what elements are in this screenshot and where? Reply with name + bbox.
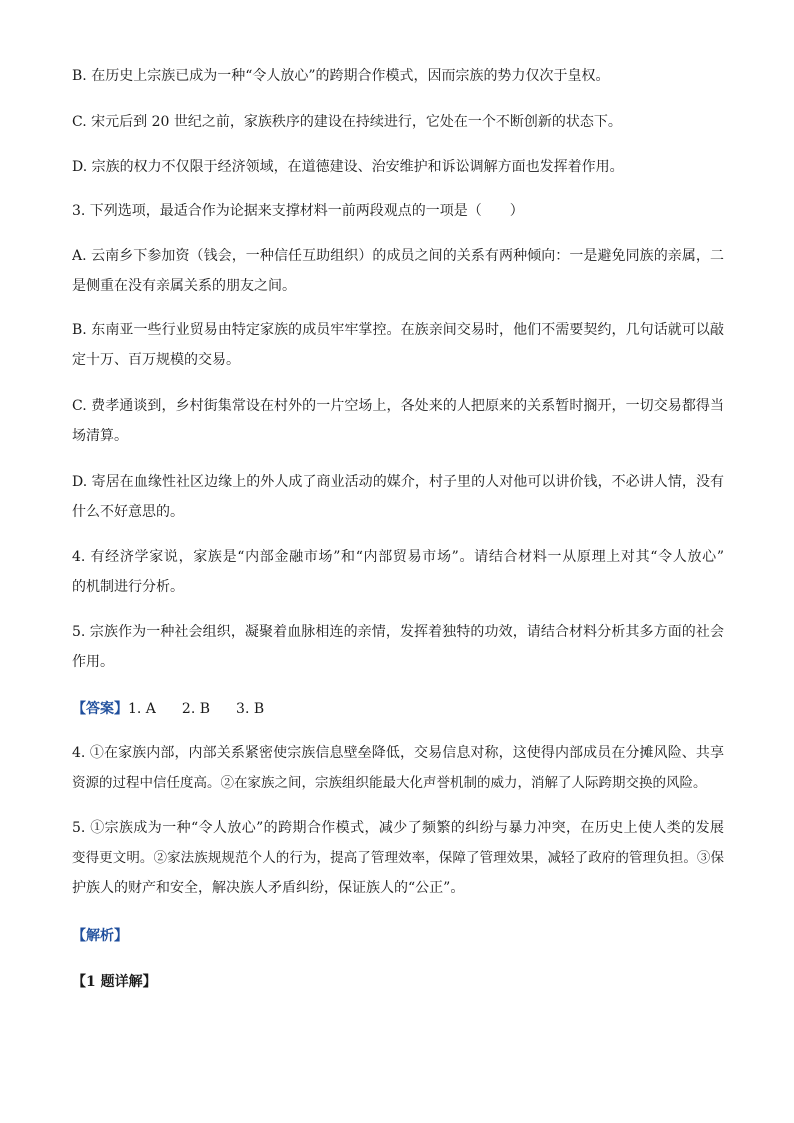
answer-5-line2: 变得更文明。②家法族规规范个人的行为，提高了管理效率，保障了管理效果，减轻了政府的管理负担。③保 [72, 850, 724, 866]
answer-label: 【答案】 [72, 701, 128, 717]
q3-option-d-line2: 什么不好意思的。 [72, 504, 184, 520]
answer-2: 2. B [181, 701, 211, 717]
q3-option-b-line2: 定十万、百万规模的交易。 [72, 352, 240, 368]
analysis-label: 【解析】 [72, 928, 128, 944]
answer-1: 1. A [128, 701, 156, 717]
option-d-q2: D. 宗族的权力不仅限于经济领域，在道德建设、治安维护和诉讼调解方面也发挥着作用。 [72, 159, 624, 175]
q3-option-c-line2: 场清算。 [72, 428, 128, 444]
answer-4-line1: 4. ①在家族内部，内部关系紧密使宗族信息壁垒降低，交易信息对称，这使得内部成员在分摊风险、共享 [72, 745, 724, 761]
question-3-stem: 3. 下列选项，最适合作为论据来支撑材料一前两段观点的一项是（ ） [72, 203, 524, 219]
answer-5-line1: 5. ①宗族成为一种“令人放心”的跨期合作模式，减少了频繁的纠纷与暴力冲突，在历史上使人类的发展 [72, 820, 724, 836]
question-4-line1: 4. 有经济学家说，家族是“内部金融市场”和“内部贸易市场”。请结合材料一从原理上对其“令人放心” [72, 549, 724, 565]
q3-option-c-line1: C. 费孝通谈到，乡村街集常设在村外的一片空场上，各处来的人把原来的关系暂时搁开，一切交易都得当 [72, 398, 724, 414]
answer-4-line2: 资源的过程中信任度高。②在家族之间，宗族组织能最大化声誉机制的威力，消解了人际跨期交换的风险。 [72, 775, 707, 791]
question-4-line2: 的机制进行分析。 [72, 579, 184, 595]
answer-5-line3: 护族人的财产和安全，解决族人矛盾纠纷，保证族人的“公正”。 [72, 880, 465, 896]
question-5-line1: 5. 宗族作为一种社会组织，凝聚着血脉相连的亲情，发挥着独特的功效，请结合材料分析其多方面的社会 [72, 624, 724, 640]
option-b-q2: B. 在历史上宗族已成为一种“令人放心”的跨期合作模式，因而宗族的势力仅次于皇权。 [72, 68, 610, 84]
answer-row [72, 699, 724, 719]
q3-option-a-line1: A. 云南乡下参加资（钱会，一种信任互助组织）的成员之间的关系有两种倾向：一是避免同族的亲属，二 [72, 248, 724, 264]
q3-option-a-line2: 是侧重在没有亲属关系的朋友之间。 [72, 278, 296, 294]
option-c-q2: C. 宋元后到 20 世纪之前，家族秩序的建设在持续进行，它处在一个不断创新的状态下。 [72, 114, 622, 130]
q3-option-d-line1: D. 寄居在血缘性社区边缘上的外人成了商业活动的媒介，村子里的人对他可以讲价钱，不必讲人情，没有 [72, 474, 724, 490]
q3-option-b-line1: B. 东南亚一些行业贸易由特定家族的成员牢牢掌控。在族亲间交易时，他们不需要契约，几句话就可以敲 [72, 322, 724, 338]
question-5-line2: 作用。 [72, 654, 114, 670]
answer-3: 3. B [236, 701, 265, 717]
detail-1-heading: 【1 题详解】 [72, 974, 157, 990]
